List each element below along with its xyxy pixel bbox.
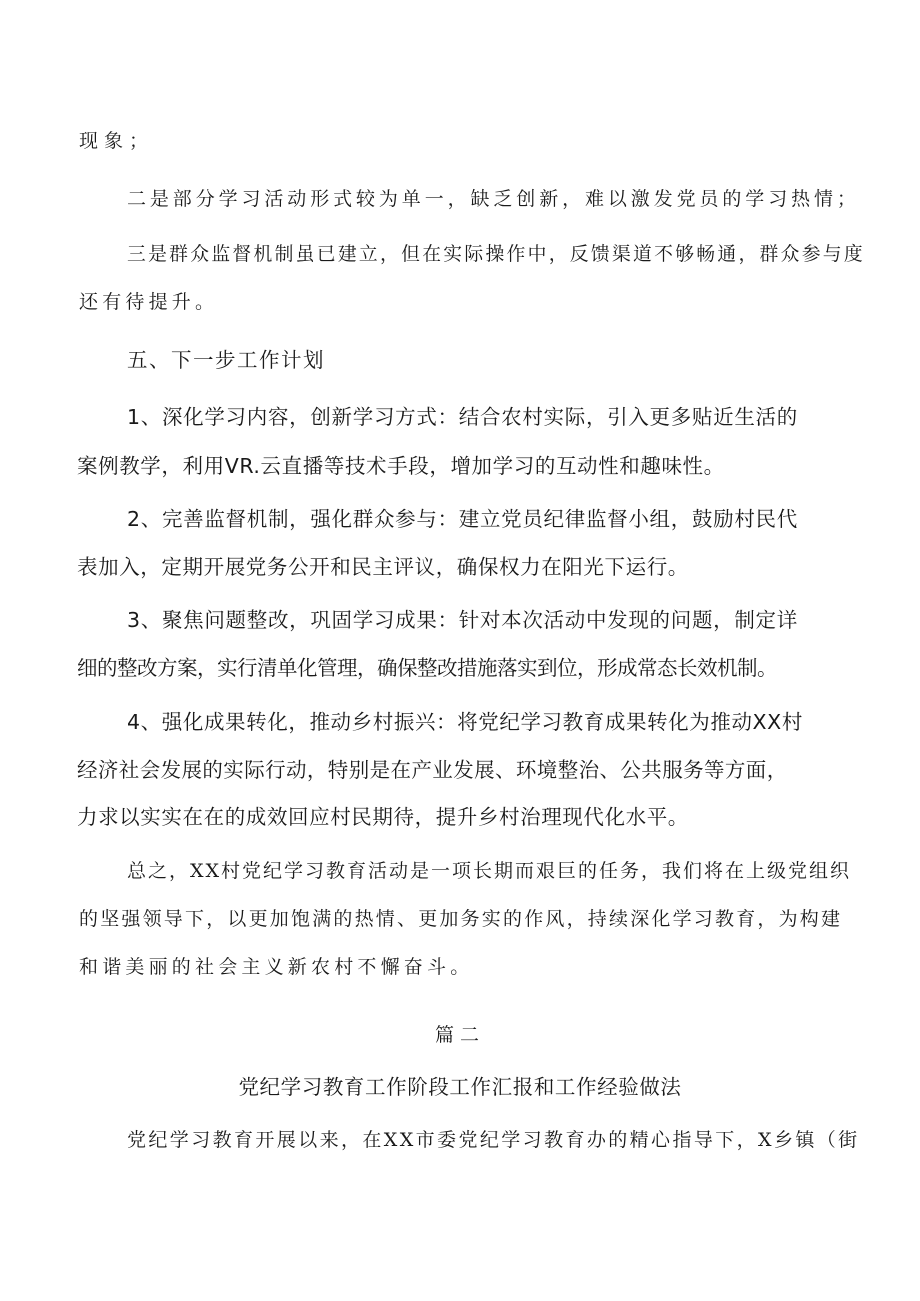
list-item-line: 表加入，定期开展党务公开和民主评议，确保权力在阳光下运行。 — [77, 555, 689, 579]
list-item-line: 力求以实实在在的成效回应村民期待，提升乡村治理现代化水平。 — [77, 805, 689, 829]
part-label: 篇二 — [434, 1024, 485, 1046]
part-title: 党纪学习教育工作阶段工作汇报和工作经验做法 — [238, 1075, 682, 1099]
list-item-line: 3、聚焦问题整改，巩固学习成果：针对本次活动中发现的问题，制定详 — [127, 608, 798, 632]
list-item-line: 4、强化成果转化，推动乡村振兴：将党纪学习教育成果转化为推动XX村 — [127, 710, 803, 734]
paragraph-line: 的坚强领导下，以更加饱满的热情、更加务实的作风，持续深化学习教育，为构建 — [79, 908, 843, 930]
paragraph-line: 二是部分学习活动形式较为单一，缺乏创新，难以激发党员的学习热情； — [127, 188, 860, 210]
list-item-line: 案例教学，利用VR.云直播等技术手段，增加学习的互动性和趣味性。 — [77, 454, 725, 478]
list-item-line: 2、完善监督机制，强化群众参与：建立党员纪律监督小组，鼓励村民代 — [127, 507, 798, 531]
paragraph-line: 和谐美丽的社会主义新农村不懈奋斗。 — [79, 956, 474, 978]
paragraph-line: 现象； — [79, 130, 155, 152]
paragraph-line: 三是群众监督机制虽已建立，但在实际操作中，反馈渠道不够畅通，群众参与度 — [127, 243, 865, 265]
list-item-line: 经济社会发展的实际行动，特别是在产业发展、环境整治、公共服务等方面， — [77, 758, 788, 782]
list-item-line: 1、深化学习内容，创新学习方式：结合农村实际，引入更多贴近生活的 — [127, 405, 798, 429]
paragraph-line: 党纪学习教育开展以来，在XX市委党纪学习教育办的精心指导下，X乡镇（街 — [127, 1129, 860, 1151]
paragraph-line: 总之，XX村党纪学习教育活动是一项长期而艰巨的任务，我们将在上级党组织 — [127, 860, 852, 882]
list-item-line: 细的整改方案，实行清单化管理，确保整改措施落实到位，形成常态长效机制。 — [77, 656, 777, 680]
paragraph-line: 还有待提升。 — [79, 291, 219, 313]
section-heading: 五、下一步工作计划 — [127, 348, 325, 372]
